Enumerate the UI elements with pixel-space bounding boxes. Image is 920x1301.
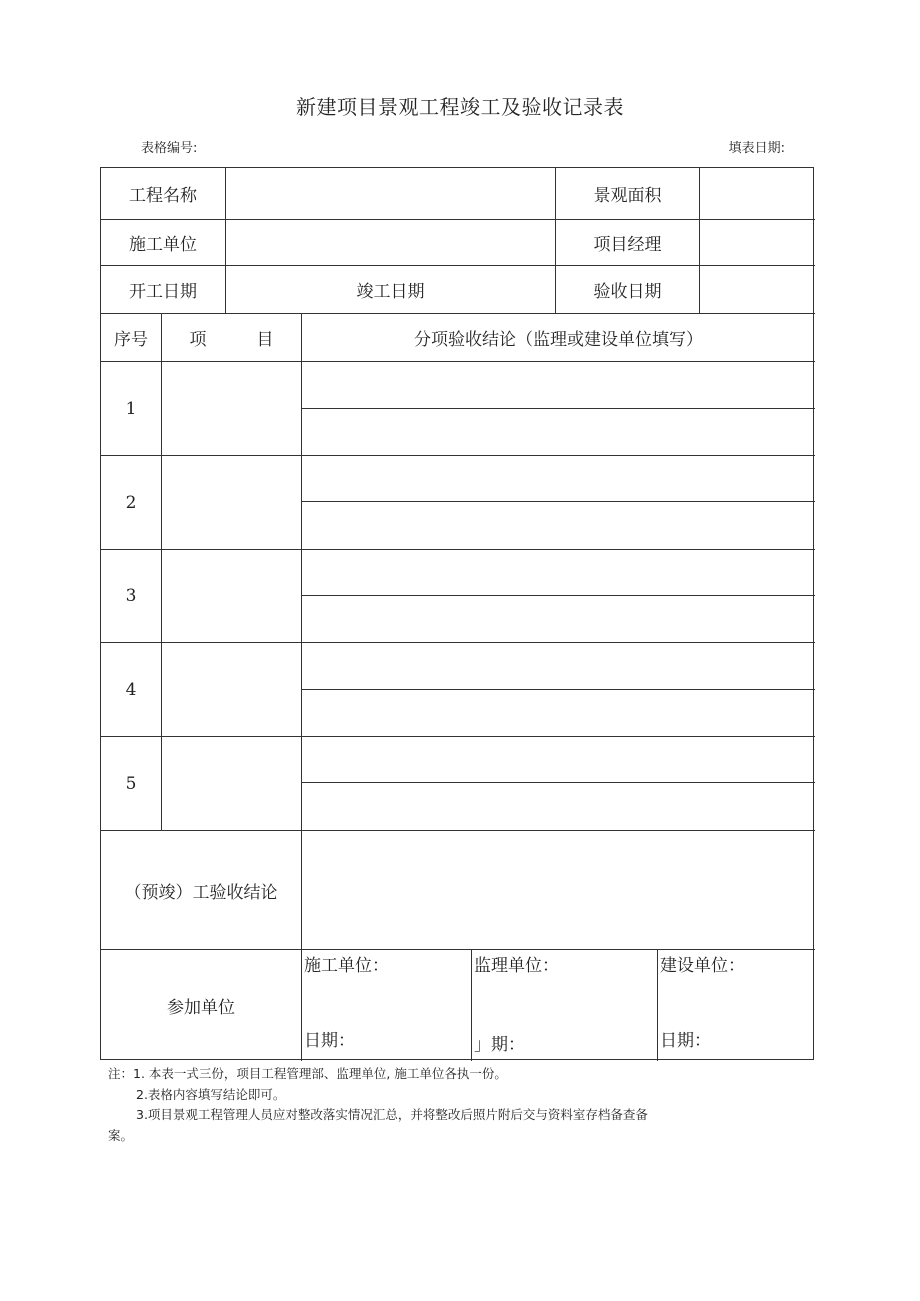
final-conclusion-label: （预竣）工验收结论 [124, 882, 278, 903]
page-title: 新建项目景观工程竣工及验收记录表 [296, 95, 624, 119]
note-3: 3.项目景观工程管理人员应对整改落实情况汇总，并将整改后照片附后交与资料室存档备查备 [136, 1107, 648, 1122]
owner-date: 日期： [660, 1031, 711, 1051]
item-column-header-part1: 项 [189, 330, 207, 350]
acceptance-date-field[interactable] [700, 266, 814, 313]
project-name-label: 工程名称 [129, 186, 197, 206]
owner-unit-sign: 建设单位： [660, 956, 745, 976]
row-divider [301, 408, 815, 409]
landscape-area-field[interactable] [700, 168, 814, 219]
col-divider [161, 313, 162, 830]
row-divider [101, 361, 815, 362]
item-column-header-part2: 目 [256, 330, 274, 350]
row-divider [101, 736, 815, 737]
supervision-unit-sign: 监理单位： [474, 956, 559, 976]
construction-unit-label: 施工单位 [129, 235, 197, 255]
col-divider [657, 949, 658, 1061]
row-divider [301, 595, 815, 596]
form-number-label: 表格编号: [141, 141, 198, 156]
row-divider [101, 455, 815, 456]
row-divider [301, 782, 815, 783]
row-number: 5 [125, 773, 137, 794]
row-number: 4 [125, 679, 137, 700]
row-number: 3 [125, 586, 137, 606]
supervision-date: 」期： [474, 1035, 525, 1055]
notes [108, 1064, 748, 1146]
acceptance-form-table [100, 167, 814, 1060]
project-name-field[interactable] [226, 168, 555, 219]
note-1: 注：1. 本表一式三份，项目工程管理部、监理单位, 施工单位各执一份。 [108, 1066, 507, 1081]
fill-date-label: 填表日期: [728, 141, 785, 156]
row-divider [101, 642, 815, 643]
seq-column-header: 序号 [114, 330, 148, 350]
row-number: 2 [125, 492, 137, 513]
final-conclusion-field[interactable] [302, 831, 815, 949]
construction-unit-sign: 施工单位： [304, 956, 389, 976]
construction-date: 日期： [304, 1031, 355, 1051]
construction-unit-field[interactable] [226, 220, 555, 265]
note-2: 2.表格内容填写结论即可。 [136, 1086, 286, 1102]
completion-date-label: 竣工日期 [356, 282, 425, 302]
row-number: 1 [125, 398, 137, 419]
participants-label: 参加单位 [167, 998, 235, 1018]
col-divider [471, 949, 472, 1061]
start-date-label: 开工日期 [129, 282, 197, 302]
project-manager-label: 项目经理 [593, 235, 662, 255]
row-divider [301, 501, 815, 502]
note-3-continued: 案。 [108, 1127, 134, 1143]
project-manager-field[interactable] [700, 220, 814, 265]
acceptance-date-label: 验收日期 [593, 282, 662, 302]
row-divider [301, 689, 815, 690]
landscape-area-label: 景观面积 [593, 186, 662, 206]
row-divider [101, 549, 815, 550]
conclusion-column-header: 分项验收结论（监理或建设单位填写） [414, 330, 703, 350]
